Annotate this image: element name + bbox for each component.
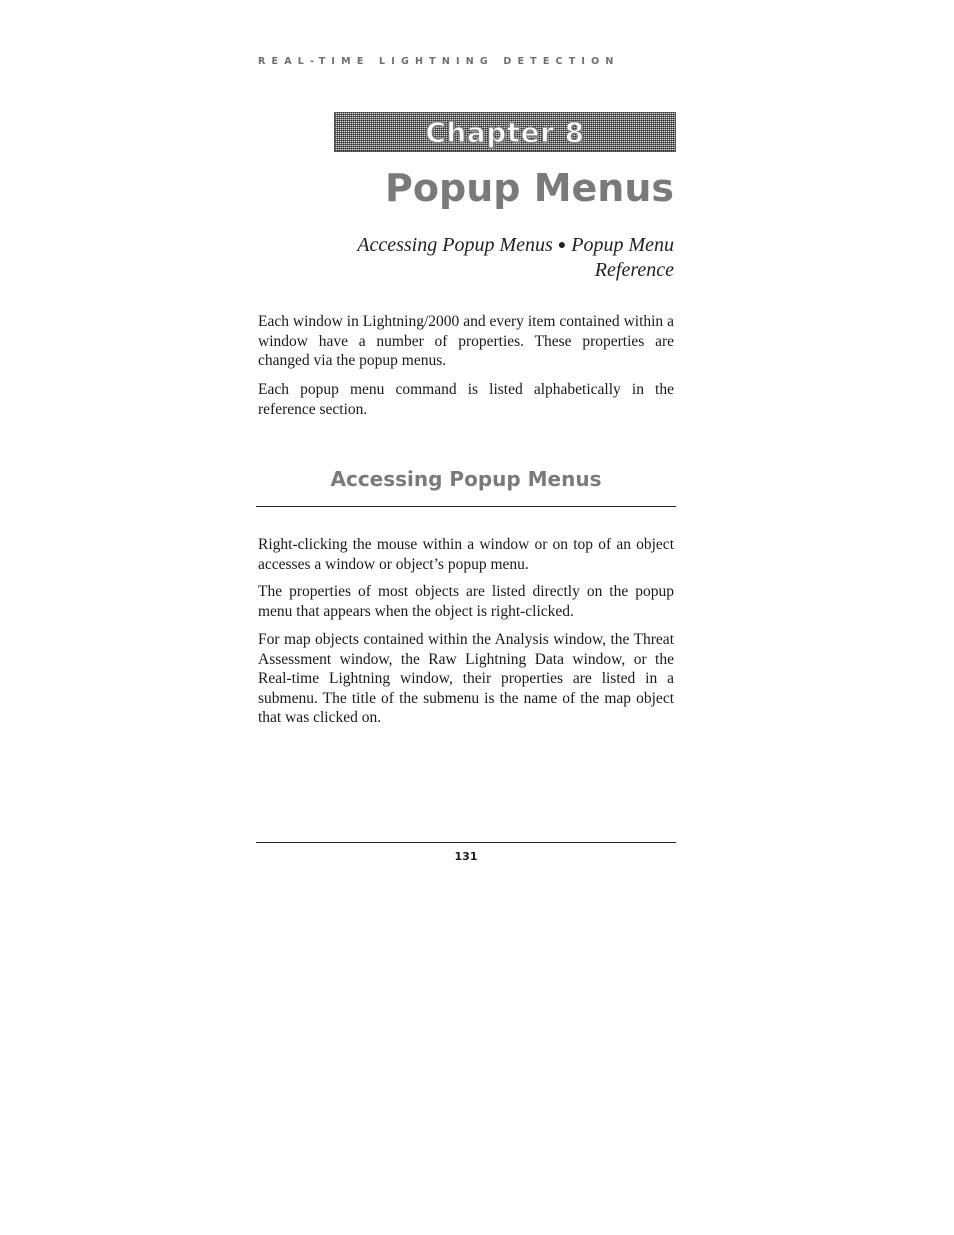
footer-divider (256, 842, 676, 843)
section-paragraph-1: Right-clicking the mouse within a window or on top of an object accesses a window or object’s popup menu. (258, 536, 674, 573)
intro-paragraph-2: Each popup menu command is listed alphabetically in the reference section. (258, 381, 674, 418)
chapter-banner (334, 112, 676, 152)
intro-paragraph-1: Each window in Lightning/2000 and every item contained within a window have a number of properties. These properties are changed via the popup menus. (258, 313, 674, 369)
chapter-title: Popup Menus (385, 166, 674, 210)
chapter-contents (344, 233, 674, 283)
section-divider (256, 506, 676, 507)
chapter-label: Chapter 8 (425, 115, 585, 149)
section-paragraph-2: The properties of most objects are listed directly on the popup menu that appears when the object is right-clicked. (258, 583, 674, 620)
section-heading: Accessing Popup Menus (330, 467, 602, 491)
running-header: REAL-TIME LIGHTNING DETECTION (258, 56, 620, 67)
contents-item-reference: Popup Menu Reference (571, 234, 674, 281)
contents-item-accessing: Accessing Popup Menus (357, 234, 553, 256)
page-number: 131 (454, 850, 478, 863)
bullet-icon: ● (557, 238, 567, 253)
section-paragraph-3: For map objects contained within the Analysis window, the Threat Assessment window, the Raw Lightning Data window, or the Real-time Lightning window, their properties are listed in a submenu. The title of the submenu is the name of the map object that was clicked on. (258, 631, 674, 726)
